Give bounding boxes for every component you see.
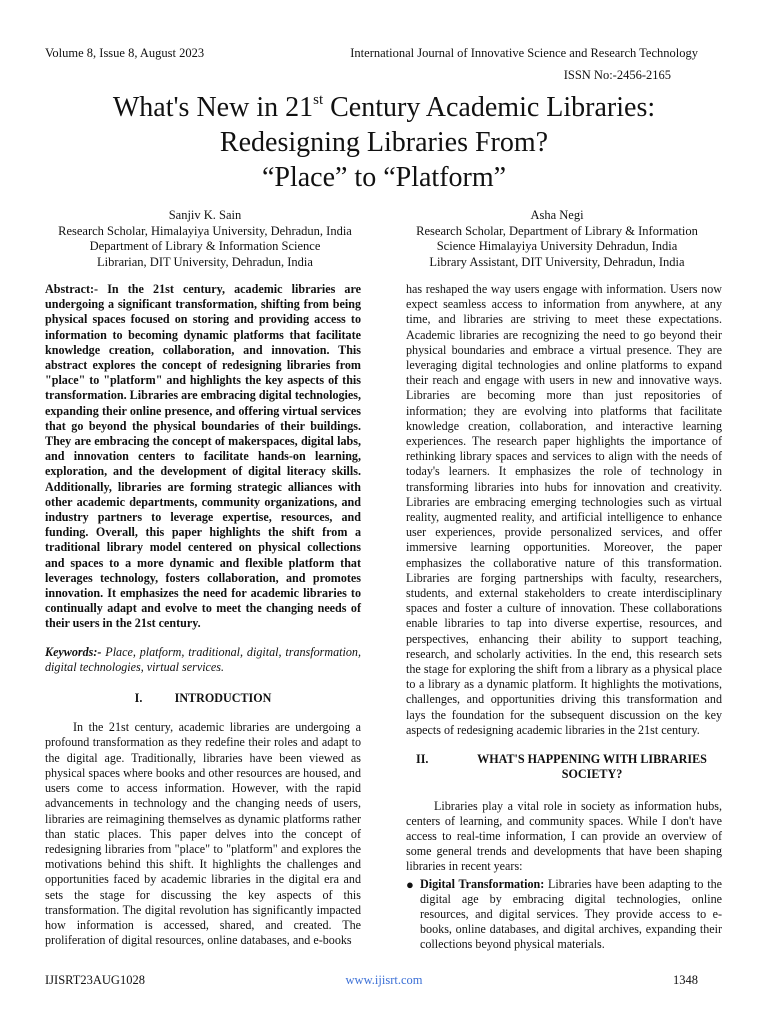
- author-affiliation: Librarian, DIT University, Dehradun, India: [97, 254, 313, 269]
- section-heading-libraries-society: [406, 752, 722, 782]
- list-item-body: Libraries have been adapting to the digital age by embracing digital technologies, online resources, and digital services. They provide access to e-books, online databases, and digital archives, expanding their collections beyond physical materials.: [420, 876, 722, 952]
- header-issn: ISSN No:-2456-2165: [563, 68, 671, 82]
- list-item: [406, 877, 722, 953]
- author-block-1: [40, 208, 370, 270]
- footer-website-link[interactable]: www.ijisrt.com: [345, 973, 423, 987]
- keywords-text: Place, platform, traditional, digital, transformation, digital technologies, virtual services.: [45, 644, 361, 674]
- section-number: I.: [134, 691, 143, 706]
- list-item-label: Digital Transformation:: [420, 876, 545, 891]
- footer-article-id: IJISRT23AUG1028: [45, 973, 145, 987]
- author-affiliation: Science Himalayiya University Dehradun, India: [436, 239, 678, 253]
- section-2-body: Libraries play a vital role in society as information hubs, centers of learning, and community spaces. While I don't have access to real-time information, I can provide an overview of some general trends and developments that have been shaping libraries in recent years:: [406, 798, 722, 874]
- right-column: [406, 282, 722, 953]
- footer-page-number: 1348: [673, 973, 698, 987]
- list-item-text: [420, 877, 722, 953]
- title-superscript: st: [313, 92, 324, 108]
- author-name: Asha Negi: [530, 208, 584, 222]
- keywords: [45, 645, 361, 675]
- introduction-body: In the 21st century, academic libraries are undergoing a profound transformation as they redefine their roles and adapt to the digital age. Traditionally, libraries have been viewed as physical spaces where books and other resources are housed, and users come to access information. However, with the rapid advancements in technology and the changing needs of users, libraries are reimagining themselves as dynamic platforms rather than static places. This paper delves into the concept of redesigning libraries from "place" to "platform" and explores the motivations behind this shift. It highlights the challenges and opportunities faced by academic libraries in the digital era and sets the stage for discussing the key aspects of this transformation. The digital revolution has significantly impacted how information is accessed, shared, and created. The proliferation of digital resources, online databases, and e-books: [45, 720, 361, 948]
- section-title-line-2: SOCIETY?: [561, 767, 623, 782]
- section-heading-introduction: [45, 691, 361, 706]
- introduction-continued: has reshaped the way users engage with information. Users now expect seamless access to information from anywhere, at any time, and libraries are striving to meet these expectations. Academic libraries are recognizing the need to go beyond their physical boundaries and embrace a virtual presence. They are leveraging digital technologies and online platforms to expand their reach and engage with users in new and innovative ways. Libraries are becoming more than just repositories of information; they are evolving into platforms that facilitate knowledge creation, collaboration, and interactive learning experiences. The research paper highlights the importance of rethinking library spaces and services to align with the needs of today's learners. It emphasizes the role of technology in transforming libraries into hubs for innovation and creativity. Libraries are embracing emerging technologies such as virtual reality, augmented reality, and artificial intelligence to enhance user experiences, provide personalized services, and offer immersive learning opportunities. Moreover, the paper emphasizes the collaborative nature of this transformation. Libraries are forging partnerships with faculty, researchers, students, and external stakeholders to create interdisciplinary spaces and foster a culture of innovation. These collaborations enable libraries to tap into diverse expertise, resources, and perspectives, enhancing their ability to support teaching, research, and scholarly activities. In the end, this research sets the stage for exploring the shift from a library as a physical place to a library as a dynamic platform. It highlights the motivations, challenges, and opportunities driving this transformation and lays the foundation for the subsequent discussion on the key aspects of redesigning academic libraries in the 21st century.: [406, 282, 722, 737]
- header-volume: Volume 8, Issue 8, August 2023: [45, 46, 205, 60]
- section-title: INTRODUCTION: [174, 691, 272, 706]
- title-line-2: Redesigning Libraries From?: [219, 127, 549, 158]
- title-line-1: [20, 90, 748, 125]
- author-affiliation: Department of Library & Information Science: [89, 239, 321, 253]
- header-journal: International Journal of Innovative Science and Research Technology: [350, 46, 698, 60]
- section-title-line-1: WHAT'S HAPPENING WITH LIBRARIES: [477, 752, 707, 767]
- abstract: Abstract:- In the 21st century, academic libraries are undergoing a significant transformation, shifting from being physical spaces focused on storing and providing access to information to becoming dynamic platforms that facilitate knowledge creation, collaboration, and innovation. This abstract explores the concept of redesigning libraries from "place" to "platform" and highlights the key aspects of this transformation. Libraries are embracing digital technologies, expanding their online presence, and offering virtual services that go beyond the physical boundaries of their buildings. They are embracing the concept of makerspaces, digital labs, and innovation centers to facilitate hands-on learning, exploration, and the development of digital literacy skills. Additionally, libraries are forming strategic alliances with other academic departments, community organizations, and industry partners to leverage expertise, resources, and funding. Overall, this paper highlights the shift from a traditional library model centered on physical collections and spaces to a more dynamic and flexible platform that leverages technology, fosters collaboration, and promotes innovation. It emphasizes the need for academic libraries to continually adapt and evolve to meet the changing needs of their users in the 21st century.: [45, 282, 361, 631]
- author-affiliation: Research Scholar, Department of Library & Information: [416, 223, 698, 238]
- title-line-3: “Place” to “Platform”: [261, 162, 507, 193]
- author-block-2: [392, 208, 722, 270]
- left-column: [45, 282, 361, 948]
- title-line-1-pre: What's New in 21: [112, 92, 314, 123]
- title-line-1-post: Century Academic Libraries:: [323, 92, 656, 123]
- paper-title: [20, 90, 748, 195]
- author-name: Sanjiv K. Sain: [168, 208, 242, 222]
- bullet-icon: ●: [406, 876, 414, 892]
- author-affiliation: Research Scholar, Himalayiya University, Dehradun, India: [58, 223, 352, 238]
- section-number: II.: [416, 752, 429, 767]
- keywords-label: Keywords:-: [45, 644, 102, 659]
- author-affiliation: Library Assistant, DIT University, Dehradun, India: [429, 254, 685, 269]
- section-title: [462, 752, 722, 782]
